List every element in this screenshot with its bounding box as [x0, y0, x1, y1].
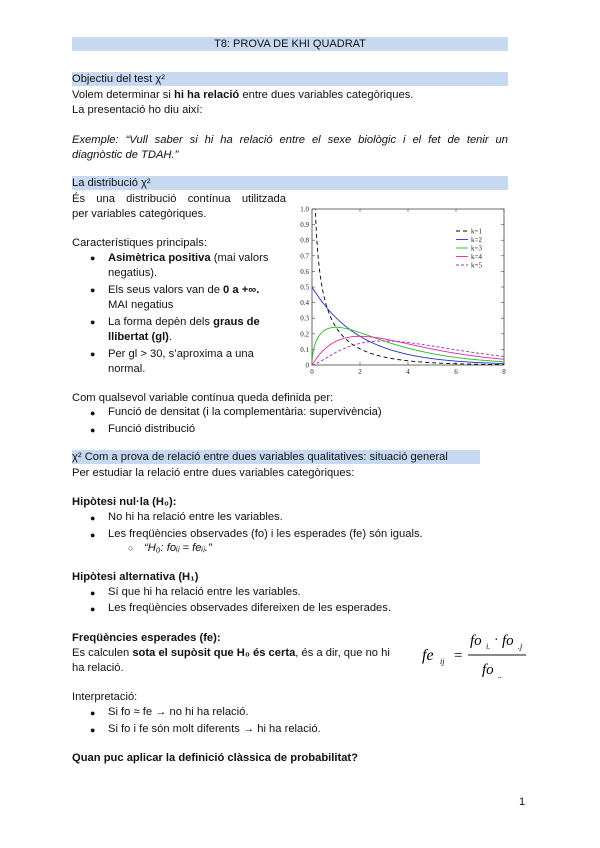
list-item: Si fo i fe són molt diferents → hi ha relació. [108, 723, 321, 735]
list-item: Funció de densitat (i la complementària: supervivència) [108, 406, 382, 418]
example-quote: diagnòstic de TDAH.” [72, 149, 179, 161]
y-tick-label: 0.1 [300, 345, 309, 354]
formula-num1-sub: i. [486, 642, 491, 651]
list-item: Els seus valors van de 0 a +∞. [108, 284, 260, 296]
example-quote: Exemple: “Vull saber si hi ha relació entre el sexe biològic i el fet de tenir un [72, 134, 508, 146]
paragraph: La presentació ho diu així: [72, 104, 203, 116]
h0-title: Hipòtesi nul·la (H₀): [72, 496, 177, 508]
bullet-icon: ● [90, 588, 96, 598]
formula-num2-sub: .j [518, 642, 523, 651]
bullet-icon: ● [90, 317, 96, 327]
y-tick-label: 0.7 [300, 252, 309, 261]
list-item: Les freqüències observades difereixen de les esperades. [108, 602, 391, 614]
formula-den-sub: .. [498, 671, 502, 680]
circle-bullet-icon: ○ [128, 543, 134, 553]
page-number: 1 [519, 796, 526, 808]
x-tick-label: 6 [454, 368, 458, 376]
y-tick-label: 1.0 [300, 205, 309, 214]
bullet-icon: ● [90, 604, 96, 614]
series-line-k=5 [312, 341, 504, 365]
legend-label: k=1 [471, 227, 482, 236]
y-tick-label: 0.6 [300, 267, 309, 276]
x-tick-label: 0 [310, 368, 314, 376]
h1-title: Hipòtesi alternativa (H₁) [72, 571, 199, 583]
paragraph: Volem determinar si hi ha relació entre dues variables categòriques. [72, 89, 414, 101]
list-item: normal. [108, 363, 146, 375]
list-item: “H₀: foᵢⱼ = feᵢⱼ.” [144, 542, 212, 554]
bullet-icon: ● [90, 285, 96, 295]
formula-lhs-sub: ij [440, 657, 445, 666]
fe-title: Freqüències esperades (fe): [72, 632, 221, 644]
y-tick-label: 0.5 [300, 283, 309, 292]
x-tick-label: 8 [502, 368, 506, 376]
legend-label: k=4 [471, 253, 482, 261]
list-item: No hi ha relació entre les variables. [108, 511, 283, 523]
list-item: La forma depèn dels graus de [108, 316, 260, 328]
bullet-icon: ● [90, 253, 96, 263]
page-title: T8: PROVA DE KHI QUADRAT [214, 38, 366, 50]
chi-square-chart [288, 203, 518, 379]
y-tick-label: 0.4 [300, 299, 309, 308]
legend-label: k=3 [471, 244, 482, 253]
x-tick-label: 2 [358, 368, 362, 376]
y-tick-label: 0.2 [300, 330, 309, 339]
y-tick-label: 0 [305, 361, 309, 370]
formula-lhs: fe [422, 647, 434, 664]
paragraph: Per estudiar la relació entre dues variables categòriques: [72, 467, 355, 479]
list-item: Per gl > 30, s’aproxima a una [108, 348, 254, 360]
bullet-icon: ● [90, 708, 96, 718]
y-tick-label: 0.9 [300, 221, 309, 230]
bullet-icon: ● [90, 408, 96, 418]
series-line-k=2 [312, 287, 504, 364]
paragraph: per variables categòriques. [72, 208, 207, 220]
list-item: Funció distribució [108, 423, 196, 435]
legend-label: k=5 [471, 261, 482, 270]
y-tick-label: 0.8 [300, 236, 309, 245]
bullet-icon: ● [90, 513, 96, 523]
list-item: Sí que hi ha relació entre les variables. [108, 586, 301, 598]
section-heading-prova: χ² Com a prova de relació entre dues variables qualitatives: situació general [72, 451, 448, 463]
formula-num1: fo [470, 633, 482, 649]
paragraph: És una distribució contínua utilitzada [72, 193, 286, 205]
bullet-icon: ● [90, 425, 96, 435]
legend-label: k=2 [471, 236, 482, 244]
formula-dot: · [494, 633, 499, 648]
list-item: llibertat (gl). [108, 331, 173, 343]
question: Quan puc aplicar la definició clàssica de probabilitat? [72, 752, 358, 764]
list-item: MAI negatius [108, 299, 174, 311]
bullet-icon: ● [90, 349, 96, 359]
equals-sign: = [454, 648, 463, 664]
section-heading-objectiu: Objectiu del test χ² [72, 73, 165, 85]
y-tick-label: 0.3 [300, 314, 309, 323]
list-item: Les freqüències observades (fo) i les esperades (fe) són iguals. [108, 528, 423, 540]
x-tick-label: 4 [406, 368, 410, 376]
list-item: Si fo ≈ fe → no hi ha relació. [108, 706, 249, 718]
series-line-k=3 [312, 327, 504, 363]
section-heading-distribucio: La distribució χ² [72, 177, 151, 189]
interpretation-title: Interpretació: [72, 691, 138, 703]
paragraph: Com qualsevol variable contínua queda definida per: [72, 392, 334, 404]
formula-den: fo [482, 662, 494, 678]
formula-num2: fo [502, 633, 514, 649]
bullet-icon: ● [90, 725, 96, 735]
paragraph: ha relació. [72, 662, 124, 674]
list-item: negatius). [108, 267, 158, 279]
paragraph: Es calculen sota el supòsit que H₀ és certa, és a dir, que no hi [72, 647, 390, 659]
list-item: Asimètrica positiva (mai valors [108, 252, 269, 264]
bullet-icon: ● [90, 530, 96, 540]
characteristics-title: Característiques principals: [72, 237, 207, 249]
expected-frequency-formula [420, 628, 530, 684]
